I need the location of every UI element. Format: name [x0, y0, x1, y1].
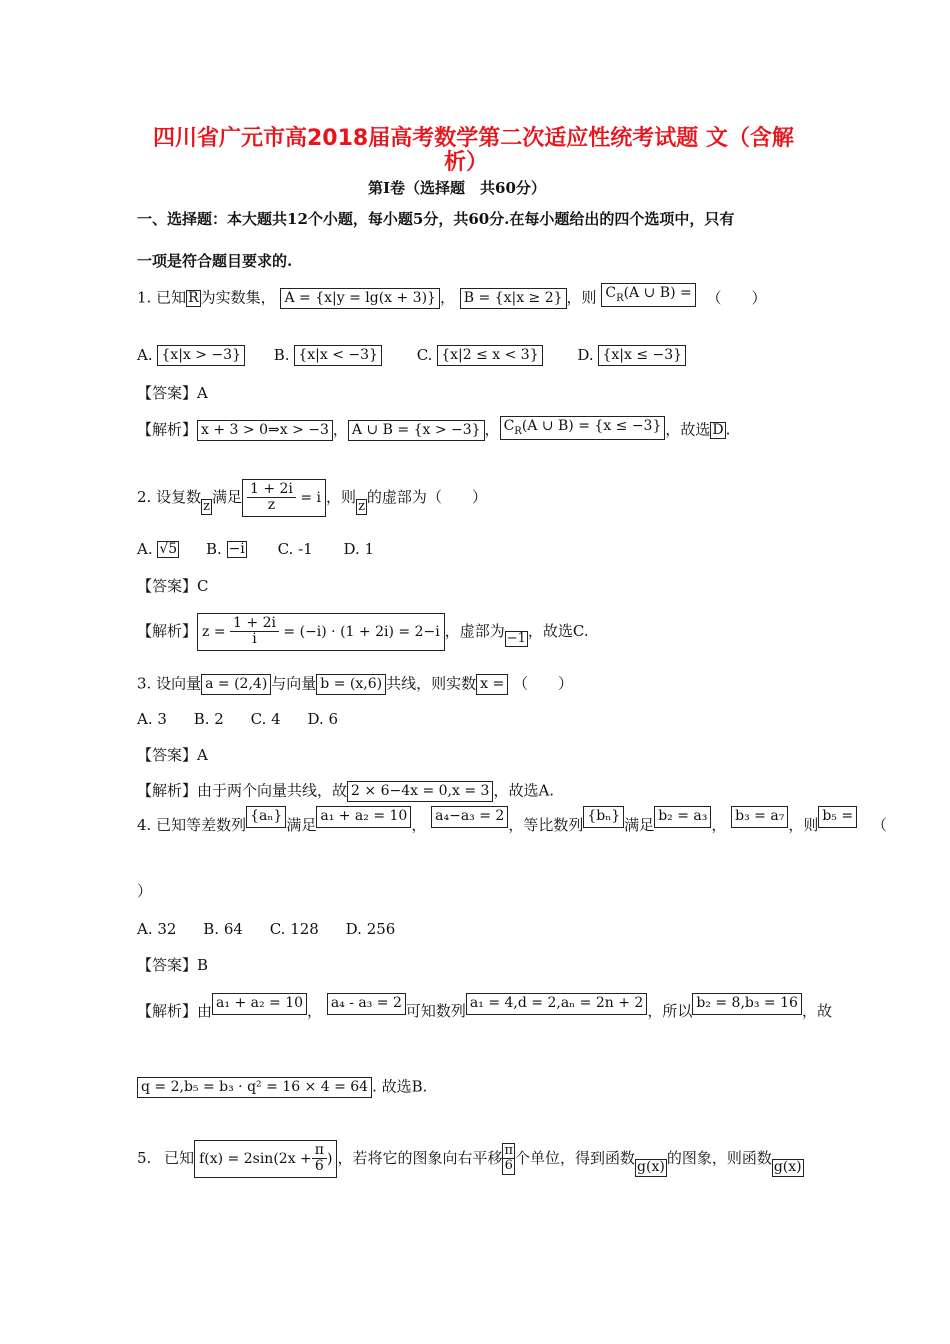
option-b[interactable]: B. 64: [203, 920, 243, 938]
formula: a₄−a₃ = 2: [431, 806, 508, 827]
option-d[interactable]: D. {x|x ≤ −3}: [577, 346, 686, 364]
q2-options: [137, 541, 374, 558]
formula-set-b: B = {x|x ≥ 2}: [460, 288, 567, 309]
option-a[interactable]: A. √5: [137, 539, 178, 558]
option-c[interactable]: C. 4: [250, 710, 281, 728]
formula-fraction: $\frac{1 + 2i}{z}$ = i: [242, 479, 326, 517]
formula: 2 × 6−4x = 0,x = 3: [347, 781, 493, 802]
formula-complement: $C_R(A$ ∪ B) =: [601, 283, 695, 307]
formula-shift: $\frac{\pi}{6}$: [504, 1143, 514, 1174]
q4-analysis: 【解析】由 a₁ + a₂ = 10 ， a₄ - a₃ = 2 可知数列 a₁ = 4,d = 2,aₙ = 2n + 2 ，所以 b₂ = 8,b₃ = 16 ，故: [137, 995, 832, 1020]
formula: b₅ =: [818, 806, 857, 827]
formula: g(x): [773, 1159, 802, 1176]
analysis-label: 【解析】: [137, 420, 198, 439]
option-b[interactable]: B. {x|x < −3}: [274, 346, 382, 364]
option-c[interactable]: C. 128: [269, 920, 319, 938]
formula: D: [712, 422, 724, 438]
formula: z = $\frac{1 + 2i}{i}$ = (−i) · (1 + 2i) = 2−i: [197, 613, 445, 651]
answer-paren: （ ）: [426, 487, 487, 506]
q1-analysis: 【解析】 x + 3 > 0⇒x > −3 ， A ∪ B = {x > −3} ， $C_R(A$ ∪ B) = {x ≤ −3} ，故选 D .: [137, 420, 730, 441]
q4-paren-close: ）: [137, 882, 153, 900]
formula: b = (x,6): [316, 674, 386, 695]
formula: a₁ + a₂ = 10: [316, 806, 411, 827]
formula-z: z: [358, 498, 365, 514]
formula-set-a: A = {x|y = lg(x + 3)}: [280, 288, 440, 309]
option-c[interactable]: C. -1: [277, 539, 313, 558]
document-title-line1: 四川省广元市高2018届高考数学第二次适应性统考试题 文（含解: [153, 126, 794, 151]
q2-answer: 【答案】C: [137, 577, 209, 595]
formula: b₂ = a₃: [654, 806, 711, 827]
formula: q = 2,b₅ = b₃ · q² = 16 × 4 = 64: [137, 1077, 372, 1098]
question-4: 4. 已知等差数列 {aₙ} 满足 a₁ + a₂ = 10 ， a₄−a₃ = 2 ，等比数列 {bₙ} 满足 b₂ = a₃ ， b₃ = a₇ ，则 b₅ = （: [137, 808, 887, 834]
question-number: 5.: [137, 1148, 152, 1167]
option-c[interactable]: C. {x|2 ≤ x < 3}: [417, 346, 543, 364]
q3-options: [137, 712, 338, 727]
question-text: 为实数集，: [200, 288, 276, 307]
formula: $C_R(A$ ∪ B) = {x ≤ −3}: [500, 416, 666, 440]
q1-answer: 【答案】A: [137, 384, 208, 402]
question-text: 已知: [156, 288, 187, 307]
q1-options: [137, 345, 686, 366]
question-number: 1.: [137, 288, 152, 307]
document-title-line2: 析）: [444, 150, 489, 175]
section-heading-line2: 一项是符合题目要求的.: [137, 252, 293, 270]
question-3: 3. 设向量 a = (2,4) 与向量 b = (x,6) 共线，则实数 x = （ ）: [137, 674, 573, 695]
q4-options: [137, 922, 395, 937]
formula: b₂ = 8,b₃ = 16: [692, 993, 802, 1014]
option-d[interactable]: D. 256: [345, 920, 396, 938]
question-1: [137, 284, 767, 309]
formula: a₁ = 4,d = 2,aₙ = 2n + 2: [466, 993, 647, 1014]
q3-answer: 【答案】A: [137, 746, 208, 764]
formula-R: R: [188, 290, 199, 306]
option-d[interactable]: D. 6: [307, 710, 339, 728]
q3-analysis: 【解析】由于两个向量共线，故 2 × 6−4x = 0,x = 3 ，故选A.: [137, 781, 554, 802]
question-number: 4.: [137, 816, 152, 834]
option-b[interactable]: B. 2: [193, 710, 224, 728]
formula: g(x): [637, 1159, 665, 1176]
formula: −1: [506, 630, 526, 646]
option-b[interactable]: B. −i: [206, 539, 245, 558]
paper-subtitle: 第Ⅰ卷（选择题 共60分）: [368, 179, 546, 197]
q2-analysis: 【解析】 z = $\frac{1 + 2i}{i}$ = (−i) · (1 + 2i) = 2−i ，虚部为 −1 ，故选C.: [137, 613, 589, 651]
section-heading-line1: 一、选择题：本大题共12个小题，每小题5分，共60分.在每小题给出的四个选项中，只有: [137, 210, 735, 228]
formula: a = (2,4): [201, 674, 271, 695]
question-number: 2.: [137, 487, 152, 506]
formula: {aₙ}: [246, 806, 286, 827]
question-number: 3.: [137, 674, 152, 693]
answer-paren: （ ）: [512, 674, 573, 693]
q4-analysis-cont: q = 2,b₅ = b₃ · q² = 16 × 4 = 64 . 故选B.: [137, 1077, 427, 1098]
question-5: 5. 已知 f(x) = 2sin(2x + $\frac{\pi}{6}$ ) ，若将它的图象向右平移 $\frac{\pi}{6}$ 个单位，得到函数g(x)的图象，则函数g(x): [137, 1140, 804, 1178]
option-a[interactable]: A. {x|x > −3}: [137, 346, 245, 364]
answer-paren: （ ）: [706, 288, 767, 307]
formula-f: f(x) = 2sin(2x + $\frac{\pi}{6}$ ): [194, 1140, 337, 1178]
q4-answer: 【答案】B: [137, 956, 209, 974]
comma: ，: [439, 288, 455, 307]
formula: x + 3 > 0⇒x > −3: [197, 420, 333, 441]
formula: a₁ + a₂ = 10: [212, 993, 307, 1014]
question-text: ，则: [566, 288, 597, 307]
option-d[interactable]: D. 1: [343, 539, 375, 558]
formula: {bₙ}: [583, 806, 624, 827]
formula-z: z: [203, 498, 210, 514]
option-a[interactable]: A. 32: [137, 920, 177, 938]
formula: x =: [476, 674, 508, 695]
option-a[interactable]: A. 3: [137, 710, 167, 728]
formula: a₄ - a₃ = 2: [327, 993, 406, 1014]
formula: A ∪ B = {x > −3}: [348, 420, 485, 441]
formula: b₃ = a₇: [731, 806, 788, 827]
question-2: 2. 设复数z满足 $\frac{1 + 2i}{z}$ = i ，则z的虚部为（ ）: [137, 479, 487, 517]
